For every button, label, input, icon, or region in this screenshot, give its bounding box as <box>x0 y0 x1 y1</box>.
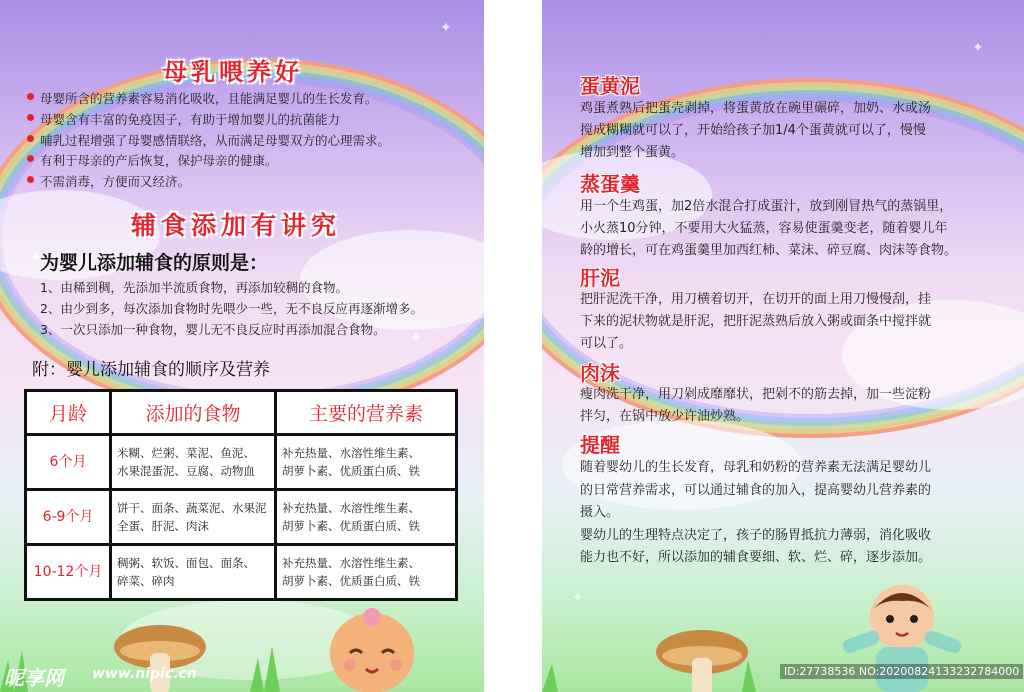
table-header-row <box>26 391 457 435</box>
table-row <box>26 490 457 545</box>
nutrient-line: 补充热量、水溶性维生素、 <box>282 501 420 515</box>
bullet-dot <box>27 176 34 183</box>
grass-decoration <box>0 640 484 692</box>
section-body <box>580 196 957 262</box>
body-line: 的日常营养需求，可以通过辅食的加入，提高婴幼儿营养素的 <box>580 482 932 498</box>
food-line: 饼干、面条、蔬菜泥、水果泥 <box>117 501 267 515</box>
nutrient-cell <box>276 490 457 545</box>
section-title: 蒸蛋羹 <box>580 172 640 196</box>
nutrient-cell <box>276 545 457 600</box>
nutrient-line: 胡萝卜素、优质蛋白质、铁 <box>282 464 420 478</box>
sparkle-icon: ✦ <box>410 330 422 346</box>
column-header-nutrients: 主要的营养素 <box>276 391 457 435</box>
body-line: 拌匀，在锅中放少许油炒熟。 <box>580 409 750 424</box>
nutrient-line: 胡萝卜素、优质蛋白质、铁 <box>282 519 420 533</box>
food-line: 米糊、烂粥、菜泥、鱼泥、 <box>117 446 255 460</box>
section-title: 肉沫 <box>580 361 620 385</box>
age-cell: 6-9个月 <box>26 490 111 545</box>
body-line: 把肝泥洗干净，用刀横着切开，在切开的面上用刀慢慢刮，挂 <box>580 292 932 307</box>
benefit-text: 有利于母亲的产后恢复，保护母亲的健康。 <box>40 153 278 168</box>
food-cell <box>111 435 276 490</box>
body-line: 用一个生鸡蛋，加2倍水混合打成蛋汁，放到刚冒热气的蒸锅里， <box>580 199 953 214</box>
bullet-dot <box>27 93 34 100</box>
column-header-age: 月龄 <box>26 391 111 435</box>
principle-heading: 为婴儿添加辅食的原则是： <box>40 252 269 274</box>
principle-item: 2、由少到多，每次添加食物时先喂少一些，无不良反应再逐渐增多。 <box>40 301 423 316</box>
benefit-item <box>40 131 390 149</box>
body-line: 龄的增长，可在鸡蛋羹里加西红柿、菜沫、碎豆腐、肉沫等食物。 <box>580 243 958 258</box>
table-row <box>26 435 457 490</box>
body-line: 搅成糊糊就可以了，开始给孩子加1/4个蛋黄就可以了，慢慢 <box>580 123 926 138</box>
appendix-heading: 附：婴儿添加辅食的顺序及营养 <box>32 360 270 380</box>
body-line: 可以了。 <box>580 336 633 351</box>
nutrient-cell <box>276 435 457 490</box>
body-line: 增加到整个蛋黄。 <box>580 145 685 160</box>
nutrient-line: 补充热量、水溶性维生素、 <box>282 556 420 570</box>
watermark-id: ID:27738536 NO:20200824133232784000 <box>780 664 1023 679</box>
watermark-brand: 昵享网 <box>4 666 64 690</box>
complementary-food-title: 辅食添加有讲究 <box>131 211 342 240</box>
benefit-item <box>40 172 190 190</box>
section-body <box>580 289 931 355</box>
sparkle-icon: ✦ <box>972 40 984 56</box>
age-cell: 10-12个月 <box>26 545 111 600</box>
section-body <box>580 457 931 570</box>
benefit-text: 不需消毒，方便而又经济。 <box>40 174 191 189</box>
section-body <box>580 98 931 164</box>
age-cell: 6个月 <box>26 435 111 490</box>
benefit-text: 母婴含有丰富的免疫因子，有助于增加婴儿的抗菌能力 <box>40 112 341 127</box>
body-line: 瘦肉洗干净，用刀剁成靡靡状，把剁不的筋去掉，加一些淀粉 <box>580 387 932 402</box>
food-cell <box>111 545 276 600</box>
body-line: 婴幼儿的生理特点决定了，孩子的肠胃抵抗力薄弱，消化吸收 <box>580 527 932 543</box>
body-line: 下来的泥状物就是肝泥，把肝泥蒸熟后放入粥或面条中搅拌就 <box>580 314 932 329</box>
body-line: 摄入。 <box>580 505 620 520</box>
sparkle-icon: ✦ <box>440 20 452 36</box>
body-line: 鸡蛋煮熟后把蛋壳剥掉，将蛋黄放在碗里碾碎，加奶、水或汤 <box>580 101 932 116</box>
bullet-dot <box>27 155 34 162</box>
section-title: 蛋黄泥 <box>580 74 640 98</box>
food-cell <box>111 490 276 545</box>
benefit-item <box>40 151 278 169</box>
watermark-site: www.nipic.cn <box>92 666 197 682</box>
sparkle-icon: ✦ <box>30 250 42 266</box>
bullet-dot <box>27 114 34 121</box>
food-line: 全蛋、肝泥、肉沫 <box>117 519 209 533</box>
benefit-text: 哺乳过程增强了母婴感情联络，从而满足母婴双方的心理需求。 <box>40 133 391 148</box>
section-body <box>580 384 931 428</box>
column-header-food: 添加的食物 <box>111 391 276 435</box>
bullet-dot <box>27 135 34 142</box>
nutrition-table <box>24 389 458 601</box>
nutrient-line: 补充热量、水溶性维生素、 <box>282 446 420 460</box>
sparkle-icon: ✦ <box>572 590 584 606</box>
body-line: 随着婴幼儿的生长发育，母乳和奶粉的营养素无法满足婴幼儿 <box>580 460 932 475</box>
benefit-item <box>40 89 378 107</box>
table-row <box>26 545 457 600</box>
body-line: 能力也不好，所以添加的辅食要细、软、烂、碎，逐步添加。 <box>580 550 932 565</box>
principle-item: 3、一次只添加一种食物，婴儿无不良反应时再添加混合食物。 <box>40 322 386 337</box>
food-line: 稠粥、软饭、面包、面条、 <box>117 556 255 570</box>
section-title: 提醒 <box>580 433 620 457</box>
section-title: 肝泥 <box>580 266 620 290</box>
benefit-text: 母婴所含的营养素容易消化吸收，且能满足婴儿的生长发育。 <box>40 91 378 106</box>
benefit-item <box>40 110 340 128</box>
food-line: 碎菜、碎肉 <box>117 574 175 588</box>
body-line: 小火蒸10分钟，不要用大火猛蒸，容易使蛋羹变老，随着婴儿年 <box>580 221 948 236</box>
nutrient-line: 胡萝卜素、优质蛋白质、铁 <box>282 574 420 588</box>
food-line: 水果混蛋泥、豆腐、动物血 <box>117 464 255 478</box>
breastfeeding-title: 母乳喂养好 <box>163 57 303 86</box>
principle-item: 1、由稀到稠，先添加半流质食物，再添加较稠的食物。 <box>40 280 348 295</box>
